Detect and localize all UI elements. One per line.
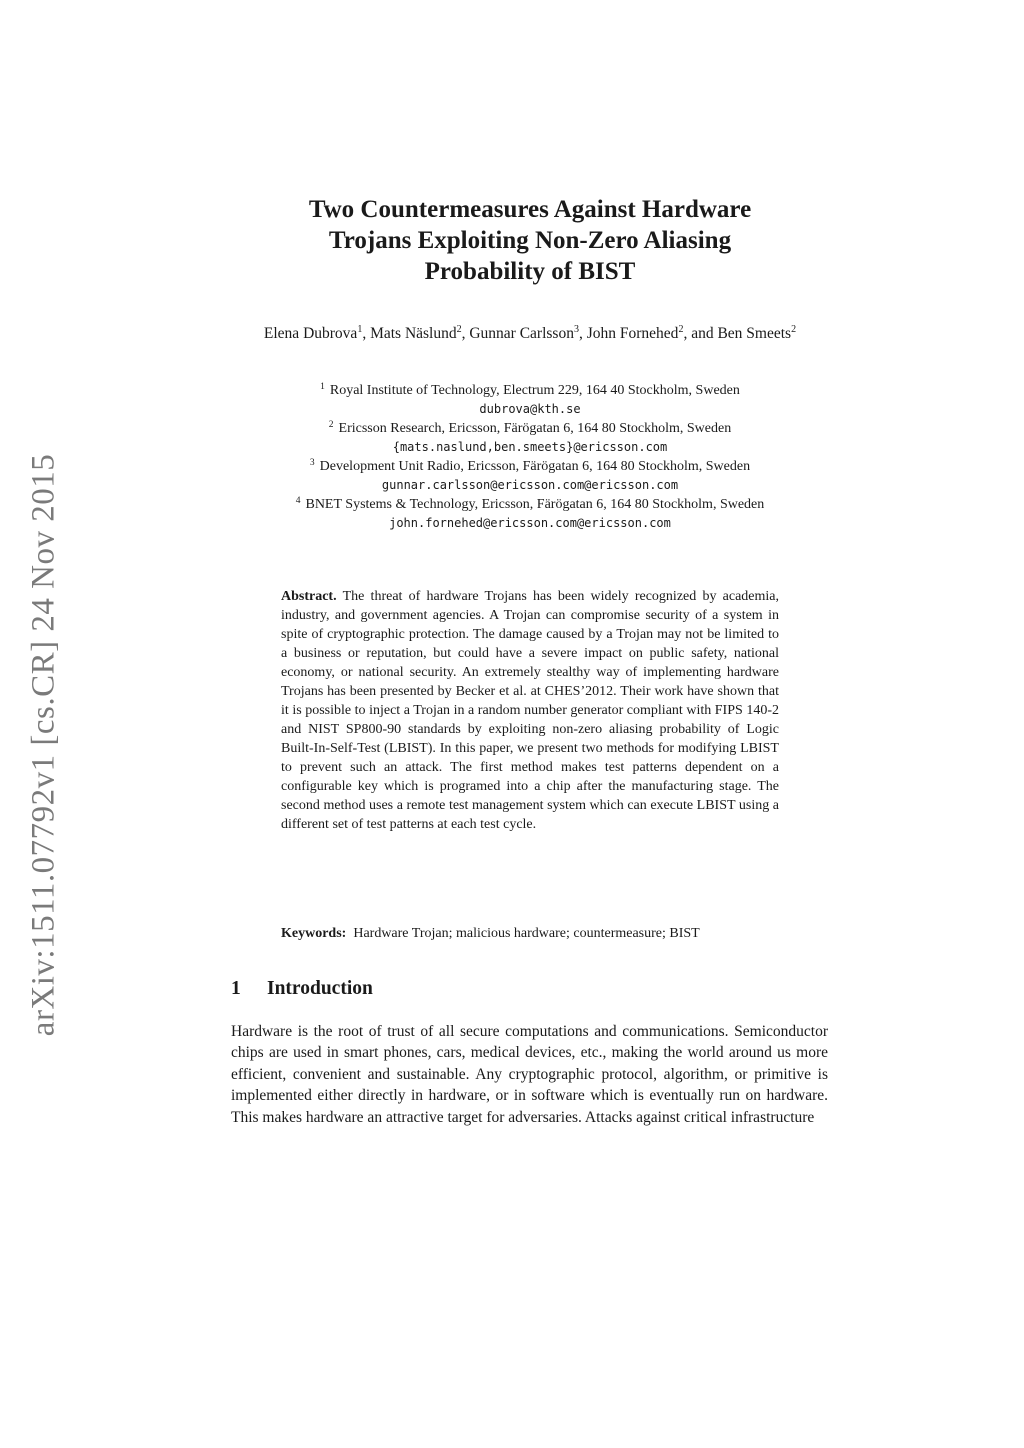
affiliation-number: 4 xyxy=(295,496,301,506)
author-affiliation-mark: 3 xyxy=(573,324,579,335)
affiliation-entry xyxy=(200,419,860,457)
affiliation-entry xyxy=(200,495,860,533)
affiliation-list xyxy=(200,381,860,533)
title-line-1: Two Countermeasures Against Hardware xyxy=(308,196,752,223)
author-name: John Fornehed xyxy=(586,325,679,342)
author-name: Elena Dubrova xyxy=(263,325,358,342)
affiliation-email: gunnar.carlsson@ericsson.com@ericsson.com xyxy=(381,478,679,492)
section-heading xyxy=(231,978,373,1000)
section-number: 1 xyxy=(231,978,241,999)
abstract-label: Abstract. xyxy=(281,589,337,604)
affiliation-email: {mats.naslund,ben.smeets}@ericsson.com xyxy=(392,440,668,454)
paper-title xyxy=(200,194,860,287)
author-affiliation-mark: 2 xyxy=(456,324,462,335)
author-separator: , xyxy=(362,325,371,342)
keywords xyxy=(281,924,801,943)
author-separator: , and xyxy=(683,325,718,342)
author-name: Mats Näslund xyxy=(370,325,457,342)
keywords-text: Hardware Trojan; malicious hardware; countermeasure; BIST xyxy=(353,926,700,941)
author-separator: , xyxy=(461,325,470,342)
abstract-text: The threat of hardware Trojans has been widely recognized by academia, industry, and government agencies. A Trojan can compromise security of a system in spite of cryptographic protection. The damage caused by a Trojan may not be limited to a business or reputation, but could have a severe impact on public safety, national economy, or national security. An extremely stealthy way of implementing hardware Trojans has been presented by Becker et al. at CHES’2012. Their work have shown that it is possible to inject a Trojan in a random number generator compliant with FIPS 140-2 and NIST SP800-90 standards by exploiting non-zero aliasing probability of Logic Built-In-Self-Test (LBIST). In this paper, we present two methods for modifying LBIST to prevent such an attack. The first method makes test patterns dependent on a configurable key which is programed into a chip after the manufacturing stage. The second method uses a remote test management system which can execute LBIST using a different set of test patterns at each test cycle. xyxy=(281,589,780,832)
affiliation-entry xyxy=(200,381,860,419)
affiliation-entry xyxy=(200,457,860,495)
author-list xyxy=(222,324,838,344)
affiliation-number: 1 xyxy=(320,382,325,392)
author-name: Ben Smeets xyxy=(717,325,792,342)
author-affiliation-mark: 2 xyxy=(791,324,797,335)
section-title: Introduction xyxy=(267,978,373,999)
affiliation-number: 2 xyxy=(328,420,334,430)
introduction-paragraph: Hardware is the root of trust of all secure computations and communications. Semiconductor chips are used in smart phones, cars, medical devices, etc., making the world around us more efficient, convenient and sustainable. Any cryptographic protocol, algorithm, or primitive is implemented either directly in hardware, or in software which is eventually run on hardware. This makes hardware an attractive target for adversaries. Attacks against critical infrastructure xyxy=(231,1023,828,1126)
affiliation-email: dubrova@kth.se xyxy=(479,402,581,416)
affiliation-address: BNET Systems & Technology, Ericsson, Färögatan 6, 164 80 Stockholm, Sweden xyxy=(305,497,765,512)
keywords-label: Keywords: xyxy=(281,926,347,941)
affiliation-address: Development Unit Radio, Ericsson, Färögatan 6, 164 80 Stockholm, Sweden xyxy=(319,459,751,474)
author-affiliation-mark: 2 xyxy=(678,324,684,335)
affiliation-address: Royal Institute of Technology, Electrum 229, 164 40 Stockholm, Sweden xyxy=(329,383,740,398)
affiliation-address: Ericsson Research, Ericsson, Färögatan 6, 164 80 Stockholm, Sweden xyxy=(338,421,732,436)
affiliation-number: 3 xyxy=(309,458,315,468)
abstract xyxy=(281,587,779,834)
title-line-3: Probability of BIST xyxy=(424,258,636,285)
author-name: Gunnar Carlsson xyxy=(469,325,574,342)
author-affiliation-mark: 1 xyxy=(357,324,363,335)
author-separator: , xyxy=(578,325,587,342)
title-line-2: Trojans Exploiting Non-Zero Aliasing xyxy=(328,227,732,254)
affiliation-email: john.fornehed@ericsson.com@ericsson.com xyxy=(389,516,671,530)
arxiv-identifier-stamp: arXiv:1511.07792v1 [cs.CR] 24 Nov 2015 xyxy=(25,453,62,1037)
